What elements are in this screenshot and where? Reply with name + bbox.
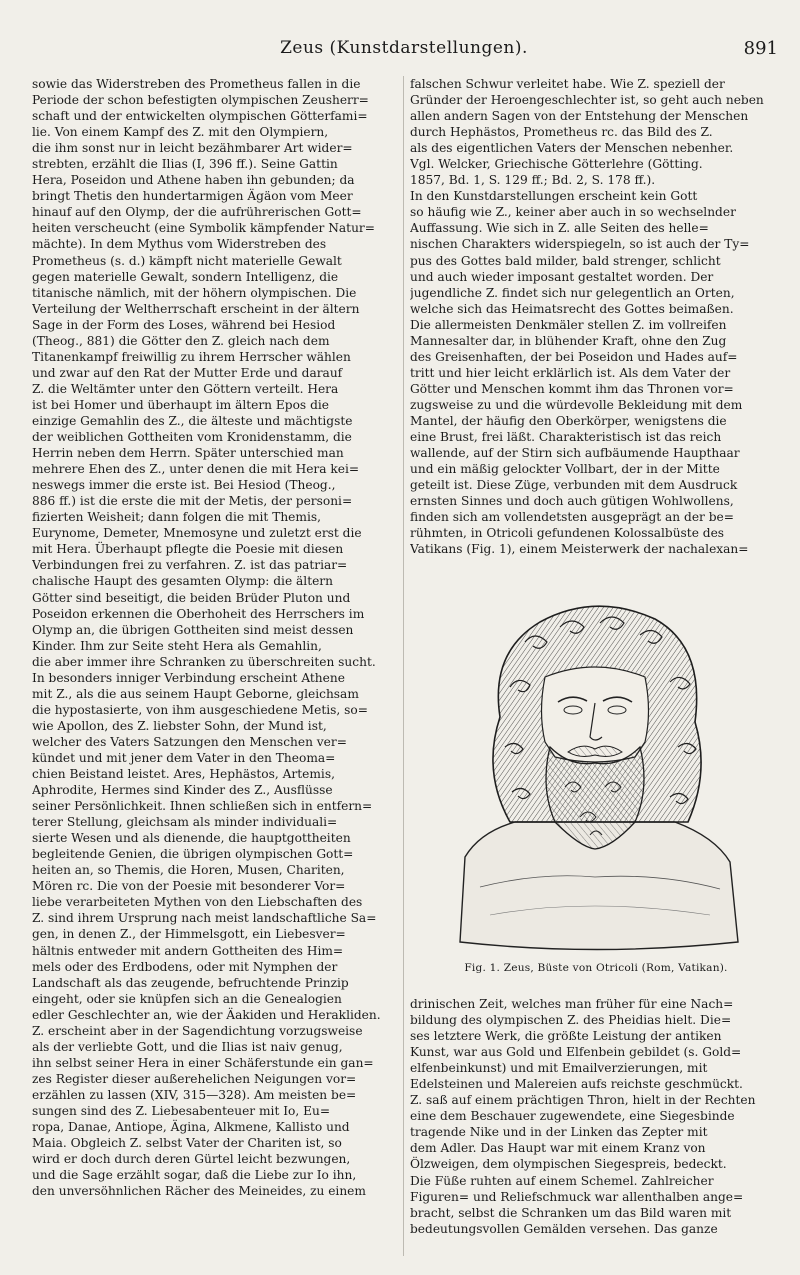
text-line: Figuren= und Reliefschmuck war allenthalben ange= (410, 1189, 744, 1204)
text-line: hinauf auf den Olymp, der die aufrührerischen Gott= (32, 205, 362, 220)
text-line: die aber immer ihre Schranken zu überschreiten sucht. (32, 654, 376, 669)
text-line: Herrin neben dem Herrn. Später unterschied man (32, 446, 344, 461)
text-line: bedeutungsvollen Gemälden versehen. Das ganze (410, 1221, 718, 1236)
text-line: chien Beistand leistet. Ares, Hephästos, Artemis, (32, 767, 335, 782)
text-line: liebe verarbeiteten Mythen von den Liebschaften des (32, 895, 363, 910)
text-line: der weiblichen Gottheiten vom Kronidenstamm, die (32, 430, 352, 445)
text-line: Auffassung. Wie sich in Z. alle Seiten des helle= (410, 221, 709, 236)
text-line: mehrere Ehen des Z., unter denen die mit Hera kei= (32, 462, 360, 477)
text-line: drinischen Zeit, welches man früher für eine Nach= (410, 997, 734, 1011)
text-line: strebten, erzählt die Ilias (I, 396 ff.). Seine Gattin (32, 157, 338, 172)
text-line: sierte Wesen und als dienende, die hauptgottheiten (32, 831, 351, 846)
text-line: und zwar auf den Rat der Mutter Erde und darauf (32, 365, 343, 380)
text-line: Z. saß auf einem prächtigen Thron, hielt in der Rechten (410, 1093, 756, 1108)
text-line: zes Register dieser außerehelichen Neigungen vor= (32, 1071, 357, 1086)
text-line: Ölzweigen, dem olympischen Siegespreis, bedeckt. (410, 1157, 727, 1172)
text-line: 1857, Bd. 1, S. 129 ff.; Bd. 2, S. 178 ff.). (410, 173, 656, 188)
text-line: gen, in denen Z., der Himmelsgott, ein Liebesver= (32, 927, 346, 942)
text-line: Z. sind ihrem Ursprung nach meist landschaftliche Sa= (32, 911, 377, 926)
text-line: Gründer der Heroengeschlechter ist, so geht auch neben (410, 93, 764, 108)
text-line: Edelsteinen und Malereien aufs reichste geschmückt. (410, 1077, 743, 1092)
text-line: Die allermeisten Denkmäler stellen Z. im vollreifen (410, 317, 727, 332)
text-line: pus des Gottes bald milder, bald strenger, schlicht (410, 253, 721, 268)
text-line: die hypostasierte, von ihm ausgeschiedene Metis, so= (32, 702, 368, 717)
text-line: Vgl. Welcker, Griechische Götterlehre (Götting. (410, 157, 703, 172)
text-line: wie Apollon, des Z. liebster Sohn, der Mund ist, (32, 718, 327, 733)
text-line: Sage in der Form des Loses, während bei Hesiod (32, 317, 336, 332)
text-line: ihn selbst seiner Hera in einer Schäferstunde ein gan= (32, 1055, 374, 1070)
text-line: Mören rc. Die von der Poesie mit besonderer Vor= (32, 879, 346, 894)
text-line: bildung des olympischen Z. des Pheidias hielt. Die= (410, 1013, 732, 1028)
zeus-bust-illustration (420, 597, 770, 957)
right-text-column-top (410, 76, 776, 557)
text-line: Prometheus (s. d.) kämpft nicht materielle Gewalt (32, 253, 342, 268)
text-line: eine dem Beschauer zugewendete, eine Siegesbinde (410, 1109, 735, 1124)
text-line: so häufig wie Z., keiner aber auch in so wechselnder (410, 205, 736, 220)
text-line: hältnis entweder mit andern Gottheiten des Him= (32, 943, 344, 958)
text-line: edler Geschlechter an, wie der Äakiden und Herakliden. (32, 1007, 381, 1022)
text-line: titanische nämlich, mit der höhern olympischen. Die (32, 285, 357, 300)
text-line: durch Hephästos, Prometheus rc. das Bild des Z. (410, 125, 713, 140)
text-line: Poseidon erkennen die Oberhoheit des Herrschers im (32, 606, 365, 621)
text-line: 886 ff.) ist die erste die mit der Metis, der personi= (32, 494, 353, 509)
text-line: mit Hera. Überhaupt pflegte die Poesie mit diesen (32, 542, 344, 557)
text-line: wird er doch durch deren Gürtel leicht bezwungen, (32, 1152, 351, 1167)
text-line: als der verliebte Gott, und die Ilias ist naiv genug, (32, 1039, 343, 1054)
text-line: und die Sage erzählt sogar, daß die Liebe zur Io ihn, (32, 1168, 357, 1183)
text-line: seiner Persönlichkeit. Ihnen schließen sich in entfern= (32, 799, 373, 814)
text-line: Landschaft als das zeugende, befruchtende Prinzip (32, 975, 349, 990)
text-line: Z. erscheint aber in der Sagendichtung vorzugsweise (32, 1023, 363, 1038)
text-line: nischen Charakters widerspiegeln, so ist auch der Ty= (410, 237, 750, 252)
text-line: als des eigentlichen Vaters der Menschen nebenher. (410, 141, 734, 156)
text-line: sowie das Widerstreben des Prometheus fallen in die (32, 77, 361, 91)
text-line: sungen sind des Z. Liebesabenteuer mit Io, Eu= (32, 1104, 331, 1118)
text-line: lie. Von einem Kampf des Z. mit den Olympiern, (32, 125, 329, 140)
text-line: dem Adler. Das Haupt war mit einem Kranz von (410, 1141, 706, 1156)
text-line: Götter und Menschen kommt ihm das Thronen vor= (410, 381, 734, 396)
text-line: Z. die Weltämter unter den Göttern verteilt. Hera (32, 381, 339, 396)
text-line: Verbindungen frei zu verfahren. Z. ist das patriar= (32, 558, 348, 573)
text-line: wallende, auf der Stirn sich aufbäumende Haupthaar (410, 446, 740, 461)
text-line: Olymp an, die übrigen Gottheiten sind meist dessen (32, 622, 354, 637)
text-line: den unversöhnlichen Rächer des Meineides, zu einem (32, 1184, 366, 1199)
text-line: finden sich am vollendetsten ausgeprägt an der be= (410, 510, 734, 525)
text-line: Kinder. Ihm zur Seite steht Hera als Gemahlin, (32, 638, 322, 653)
text-line: ist bei Homer und überhaupt im ältern Epos die (32, 397, 329, 412)
text-line: zugsweise zu und die würdevolle Bekleidung mit dem (410, 397, 743, 412)
text-line: mächte). In dem Mythus vom Widerstreben des (32, 237, 327, 252)
text-line: allen andern Sagen von der Entstehung der Menschen (410, 109, 749, 124)
zeus-bust-drawing (420, 597, 770, 957)
right-text-column-bottom (410, 996, 776, 1237)
text-line: Aphrodite, Hermes sind Kinder des Z., Ausflüsse (32, 783, 333, 798)
page-header (30, 38, 778, 68)
left-text-column (32, 76, 398, 1199)
text-line: In den Kunstdarstellungen erscheint kein Gott (410, 189, 698, 204)
text-line: begleitende Genien, die übrigen olympischen Gott= (32, 847, 354, 862)
text-line: heiten an, so Themis, die Horen, Musen, Chariten, (32, 863, 345, 878)
text-line: die ihm sonst nur in leicht bezähmbarer Art wider= (32, 141, 353, 156)
text-line: welche sich das Heimatsrecht des Gottes beimaßen. (410, 301, 734, 316)
text-line: falschen Schwur verleitet habe. Wie Z. speziell der (410, 77, 725, 91)
text-line: Götter sind beseitigt, die beiden Brüder Pluton und (32, 590, 351, 605)
running-title: Zeus (Kunstdarstellungen). (280, 38, 528, 58)
text-line: fizierten Weisheit; dann folgen die mit Themis, (32, 510, 321, 525)
text-line: Verteilung der Weltherrschaft erscheint in der ältern (32, 301, 360, 316)
text-line: Mantel, der häufig den Oberkörper, wenigstens die (410, 413, 727, 428)
text-line: geteilt ist. Diese Züge, verbunden mit dem Ausdruck (410, 478, 738, 493)
text-line: welcher des Vaters Satzungen den Menschen ver= (32, 734, 347, 749)
text-line: Eurynome, Demeter, Mnemosyne und zuletzt erst die (32, 526, 362, 541)
page-number: 891 (743, 38, 778, 59)
text-line: und ein mäßig gelockter Vollbart, der in der Mitte (410, 462, 720, 477)
text-line: Titanenkampf freiwillig zu ihrem Herrscher wählen (32, 349, 351, 364)
text-line: terer Stellung, gleichsam als minder individuali= (32, 815, 338, 830)
text-line: Maia. Obgleich Z. selbst Vater der Chariten ist, so (32, 1136, 342, 1151)
text-line: gegen materielle Gewalt, sondern Intelligenz, die (32, 269, 339, 284)
text-line: ropa, Danae, Antiope, Ägina, Alkmene, Kallisto und (32, 1120, 350, 1135)
text-line: Mannesalter dar, in blühender Kraft, ohne den Zug (410, 333, 727, 348)
text-line: tritt und hier leicht erklärlich ist. Als dem Vater der (410, 365, 731, 380)
text-line: In besonders inniger Verbindung erscheint Athene (32, 670, 345, 685)
text-line: Kunst, war aus Gold und Elfenbein gebildet (s. Gold= (410, 1045, 742, 1060)
text-line: Vatikans (Fig. 1), einem Meisterwerk der nachalexan= (410, 542, 749, 557)
text-line: chalische Haupt des gesamten Olymp: die ältern (32, 574, 333, 589)
text-line: mit Z., als die aus seinem Haupt Geborne, gleichsam (32, 686, 359, 701)
text-line: mels oder des Erdbodens, oder mit Nymphen der (32, 959, 338, 974)
text-line: bringt Thetis den hundertarmigen Ägäon vom Meer (32, 189, 353, 204)
text-line: eine Brust, frei läßt. Charakteristisch ist das reich (410, 430, 722, 445)
text-line: schaft und der entwickelten olympischen Götterfami= (32, 109, 368, 124)
text-line: einzige Gemahlin des Z., die älteste und mächtigste (32, 413, 353, 428)
text-line: kündet und mit jener dem Vater in den Theoma= (32, 750, 336, 765)
text-line: ernsten Sinnes und doch auch gütigen Wohlwollens, (410, 494, 734, 509)
text-line: neswegs immer die erste ist. Bei Hesiod (Theog., (32, 478, 336, 493)
text-line: erzählen zu lassen (XIV, 315—328). Am meisten be= (32, 1087, 357, 1102)
text-line: tragende Nike und in der Linken das Zepter mit (410, 1125, 708, 1140)
text-line: Periode der schon befestigten olympischen Zeusherr= (32, 93, 369, 108)
text-line: des Greisenhaften, der bei Poseidon und Hades auf= (410, 349, 738, 364)
text-line: heiten verscheucht (eine Symbolik kämpfender Natur= (32, 221, 375, 236)
text-line: ses letztere Werk, die größte Leistung der antiken (410, 1029, 722, 1044)
text-line: elfenbeinkunst) und mit Emailverzierungen, mit (410, 1061, 708, 1076)
text-line: eingeht, oder sie knüpfen sich an die Genealogien (32, 991, 342, 1006)
text-line: (Theog., 881) die Götter den Z. gleich nach dem (32, 333, 330, 348)
text-line: Die Füße ruhten auf einem Schemel. Zahlreicher (410, 1173, 714, 1188)
figure-caption: Fig. 1. Zeus, Büste von Otricoli (Rom, Vatikan). (464, 962, 728, 974)
text-line: Hera, Poseidon und Athene haben ihn gebunden; da (32, 173, 355, 188)
text-line: rühmten, in Otricoli gefundenen Kolossalbüste des (410, 526, 725, 541)
text-line: bracht, selbst die Schranken um das Bild waren mit (410, 1205, 732, 1220)
column-divider (403, 76, 404, 1256)
text-line: jugendliche Z. findet sich nur gelegentlich an Orten, (410, 285, 735, 300)
text-line: und auch wieder imposant gestaltet worden. Der (410, 269, 714, 284)
